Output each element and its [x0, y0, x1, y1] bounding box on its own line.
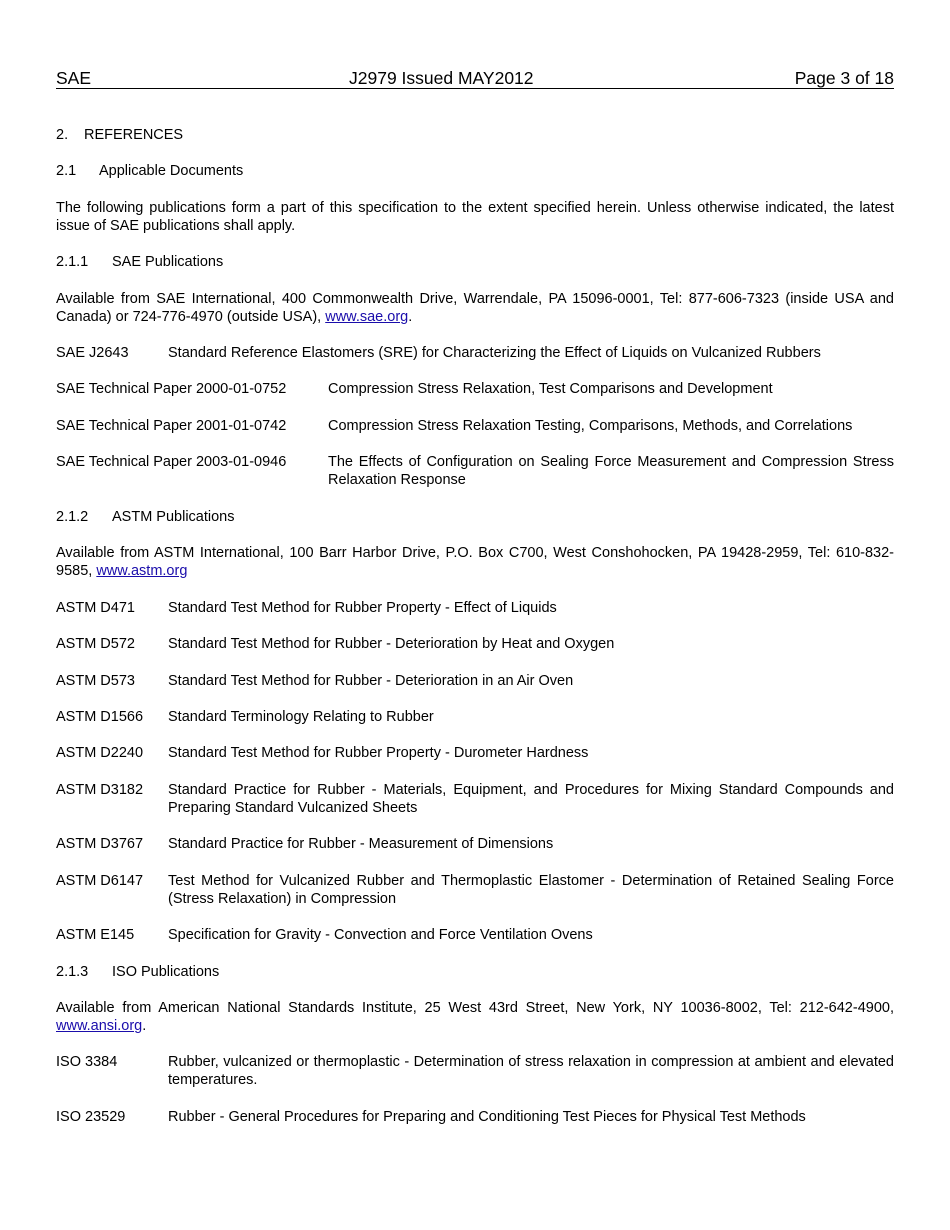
astm-link[interactable]: www.astm.org	[96, 563, 188, 579]
reference-code: ASTM D3767	[56, 836, 144, 852]
astm-number: 2.1.2	[56, 509, 89, 525]
astm-availability-text: Available from ASTM International, 100 Barr Harbor Drive, P.O. Box C700, West Conshohocken, PA 19428-2959, Tel: 610-832-9585,	[56, 545, 894, 579]
reference-code: ASTM E145	[56, 927, 135, 943]
reference-title: Specification for Gravity - Convection and Force Ventilation Ovens	[168, 927, 593, 943]
reference-title: Compression Stress Relaxation Testing, Comparisons, Methods, and Correlations	[328, 418, 853, 434]
section-number: 2.	[56, 127, 69, 143]
section-title: REFERENCES	[84, 127, 184, 143]
sae-link[interactable]: www.sae.org	[325, 309, 409, 325]
iso-link[interactable]: www.ansi.org	[56, 1018, 143, 1034]
astm-heading	[56, 508, 235, 526]
subsection-heading	[56, 162, 244, 180]
reference-title: Test Method for Vulcanized Rubber and Thermoplastic Elastomer - Determination of Retained Sealing Force (Stress Relaxation) in Compression	[168, 873, 894, 907]
reference-code: SAE J2643	[56, 345, 129, 361]
reference-title: Standard Reference Elastomers (SRE) for Characterizing the Effect of Liquids on Vulcanized Rubbers	[168, 345, 821, 361]
reference-code: ASTM D471	[56, 600, 135, 616]
page-header	[56, 68, 894, 89]
reference-title: The Effects of Configuration on Sealing Force Measurement and Compression Stress Relaxation Response	[328, 454, 894, 488]
reference-title: Rubber - General Procedures for Preparing and Conditioning Test Pieces for Physical Test Methods	[168, 1109, 806, 1125]
section-heading	[56, 126, 184, 144]
sae-number: 2.1.1	[56, 254, 89, 270]
reference-code: SAE Technical Paper 2003-01-0946	[56, 454, 287, 470]
header-page-number: Page 3 of 18	[794, 68, 894, 88]
sae-availability	[56, 290, 894, 326]
reference-title: Standard Practice for Rubber - Materials, Equipment, and Procedures for Mixing Standard Compounds and Preparing Standard Vulcanized Sheets	[168, 782, 894, 816]
reference-title: Compression Stress Relaxation, Test Comparisons and Development	[328, 381, 773, 397]
reference-code: ASTM D2240	[56, 745, 144, 761]
reference-code: ASTM D6147	[56, 873, 144, 889]
reference-title: Standard Test Method for Rubber - Deterioration in an Air Oven	[168, 673, 574, 689]
subsection-number: 2.1	[56, 163, 77, 179]
reference-code: ASTM D573	[56, 673, 135, 689]
astm-availability	[56, 544, 894, 580]
sae-link-suffix: .	[408, 309, 413, 325]
iso-heading	[56, 963, 220, 981]
iso-number: 2.1.3	[56, 964, 89, 980]
header-left: SAE	[56, 68, 92, 88]
reference-title: Standard Terminology Relating to Rubber	[168, 709, 434, 725]
iso-availability-text: Available from American National Standards Institute, 25 West 43rd Street, New York, NY 10036-8002, Tel: 212-642-4900,	[56, 1000, 894, 1016]
reference-code: SAE Technical Paper 2000-01-0752	[56, 381, 287, 397]
sae-title: SAE Publications	[112, 254, 224, 270]
iso-availability	[56, 999, 894, 1035]
subsection-title: Applicable Documents	[99, 163, 244, 179]
sae-availability-text: Available from SAE International, 400 Commonwealth Drive, Warrendale, PA 15096-0001, Tel: 877-606-7323 (inside USA and Canada) or 724-776-4970 (outside USA),	[56, 291, 894, 325]
reference-code: SAE Technical Paper 2001-01-0742	[56, 418, 287, 434]
reference-title: Standard Test Method for Rubber Property - Effect of Liquids	[168, 600, 557, 616]
reference-code: ISO 23529	[56, 1109, 126, 1125]
astm-title: ASTM Publications	[112, 509, 235, 525]
reference-title: Standard Test Method for Rubber Property - Durometer Hardness	[168, 745, 589, 761]
intro-paragraph: The following publications form a part of this specification to the extent specified herein. Unless otherwise indicated, the latest issue of SAE publications shall apply.	[56, 200, 894, 234]
reference-title: Rubber, vulcanized or thermoplastic - Determination of stress relaxation in compression at ambient and elevated temperatures.	[168, 1054, 894, 1088]
reference-code: ISO 3384	[56, 1054, 118, 1070]
reference-code: ASTM D3182	[56, 782, 144, 798]
sae-heading	[56, 253, 224, 271]
reference-title: Standard Test Method for Rubber - Deterioration by Heat and Oxygen	[168, 636, 615, 652]
iso-link-suffix: .	[142, 1018, 147, 1034]
reference-code: ASTM D1566	[56, 709, 144, 725]
reference-code: ASTM D572	[56, 636, 135, 652]
iso-title: ISO Publications	[112, 964, 220, 980]
header-center: J2979 Issued MAY2012	[349, 68, 534, 88]
reference-title: Standard Practice for Rubber - Measurement of Dimensions	[168, 836, 554, 852]
